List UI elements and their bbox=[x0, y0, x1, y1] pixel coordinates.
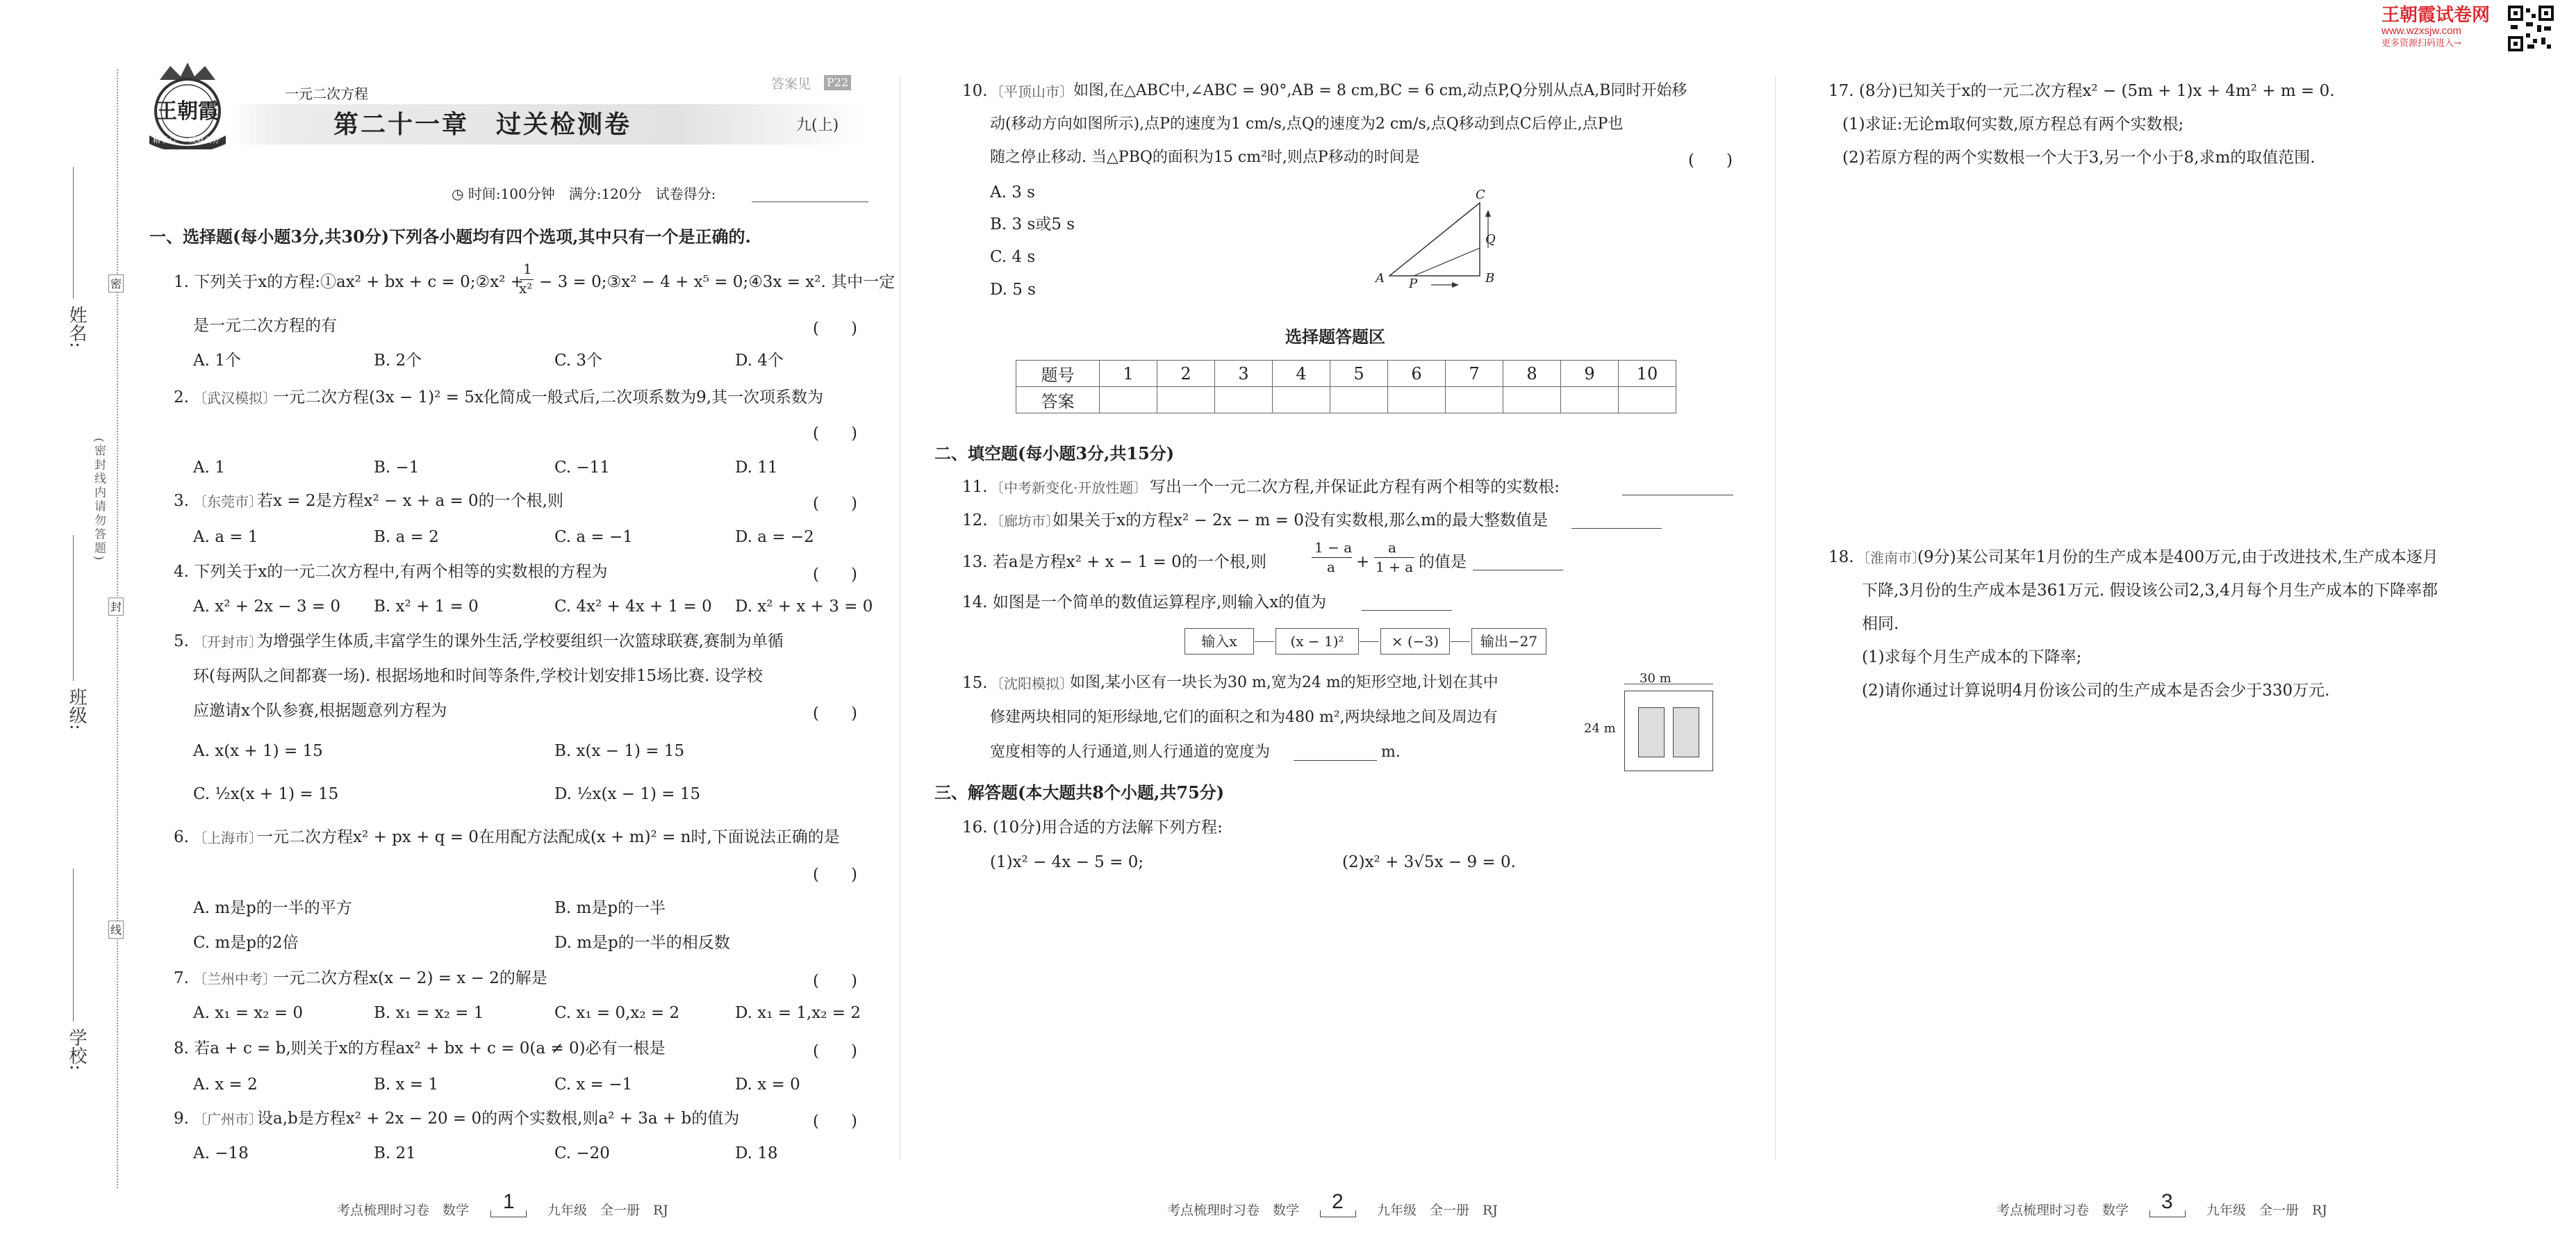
q4-option-c: C. 4x² + 4x + 1 = 0 bbox=[554, 598, 712, 616]
q13-text-a: 13. 若a是方程x² + x − 1 = 0的一个根,则 bbox=[962, 553, 1267, 571]
logo-text: 王朝霞 bbox=[156, 99, 219, 124]
q4-option-d: D. x² + x + 3 = 0 bbox=[735, 598, 873, 616]
q3-number: 3. bbox=[174, 492, 189, 510]
q1-frac-num: 1 bbox=[523, 261, 532, 277]
q11-number: 11. bbox=[962, 478, 988, 496]
column-divider-2 bbox=[1775, 76, 1776, 1160]
school-label: 学校: bbox=[66, 1028, 87, 1071]
answer-table-num: 5 bbox=[1330, 361, 1388, 387]
q18-number: 18. bbox=[1828, 548, 1854, 566]
q2-source: 〔武汉模拟〕 bbox=[193, 390, 276, 406]
q18-text-b: 下降,3月份的生产成本是361万元. 假设该公司2,3,4月每个月生产成本的下降率都 bbox=[1862, 582, 2438, 600]
q5-option-c: C. ½x(x + 1) = 15 bbox=[193, 785, 339, 803]
q7-number: 7. bbox=[174, 969, 189, 987]
q10-option-b: B. 3 s或5 s bbox=[990, 215, 1075, 233]
q17-text: 17. (8分)已知关于x的一元二次方程x² − (5m + 1)x + 4m² + m = 0. bbox=[1828, 82, 2335, 100]
page-number-1: 1 bbox=[503, 1190, 515, 1213]
q2-option-b: B. −1 bbox=[374, 459, 420, 477]
brand-name: 王朝霞试卷网 bbox=[2381, 4, 2491, 25]
logo-sub-left: 精于心· bbox=[153, 135, 179, 145]
q13-frac2-num: a bbox=[1388, 539, 1396, 556]
answer-table-num: 3 bbox=[1215, 361, 1273, 387]
q15-source: 〔沈阳模拟〕 bbox=[990, 675, 1073, 692]
answer-table-num: 6 bbox=[1388, 361, 1446, 387]
flow-output-box: 输出−27 bbox=[1471, 628, 1546, 655]
answer-cell[interactable] bbox=[1503, 387, 1561, 413]
answer-cell[interactable] bbox=[1330, 387, 1388, 413]
seal-note: (密封线内请勿答题) bbox=[92, 438, 106, 563]
flow-arrow bbox=[1360, 641, 1379, 642]
q5-answer-paren[interactable]: ( ) bbox=[813, 705, 857, 723]
q6-option-b: B. m是p的一半 bbox=[554, 899, 666, 917]
qr-code-icon[interactable] bbox=[2508, 6, 2554, 51]
q6-source: 〔上海市〕 bbox=[193, 830, 263, 846]
q1-option-c: C. 3个 bbox=[554, 352, 603, 370]
q4-text: 4. 下列关于x的一元二次方程中,有两个相等的实数根的方程为 bbox=[174, 563, 608, 581]
q10-option-a: A. 3 s bbox=[990, 183, 1035, 201]
q9-source: 〔广州市〕 bbox=[193, 1111, 263, 1128]
q9-option-b: B. 21 bbox=[374, 1144, 416, 1162]
q7-answer-paren[interactable]: ( ) bbox=[813, 972, 857, 990]
clock-icon: ◷ bbox=[452, 186, 468, 202]
q15-unit: m. bbox=[1381, 743, 1401, 761]
footer-right-1: 九年级 全一册 RJ bbox=[547, 1203, 668, 1218]
answer-cell[interactable] bbox=[1273, 387, 1330, 413]
q7-text: 一元二次方程x(x − 2) = x − 2的解是 bbox=[273, 969, 547, 987]
q13-frac2-bar bbox=[1374, 557, 1414, 558]
q16-part2: (2)x² + 3√5x − 9 = 0. bbox=[1342, 853, 1516, 871]
footer-right-2: 九年级 全一册 RJ bbox=[1377, 1203, 1498, 1218]
q17-part1: (1)求证:无论m取何实数,原方程总有两个实数根; bbox=[1842, 115, 2184, 133]
class-line bbox=[73, 535, 74, 681]
page-number-3: 3 bbox=[2161, 1190, 2173, 1213]
q9-option-a: A. −18 bbox=[193, 1144, 249, 1162]
q3-answer-paren[interactable]: ( ) bbox=[813, 495, 857, 513]
q7-option-a: A. x₁ = x₂ = 0 bbox=[193, 1004, 304, 1022]
q11-text: 写出一个一元二次方程,并保证此方程有两个相等的实数根: bbox=[1150, 478, 1560, 496]
q17-part2: (2)若原方程的两个实数根一个大于3,另一个小于8,求m的取值范围. bbox=[1842, 149, 2315, 167]
answer-table-row1-label: 题号 bbox=[1016, 361, 1100, 387]
answer-table bbox=[1016, 360, 1676, 413]
q10-option-c: C. 4 s bbox=[990, 248, 1036, 266]
header-topic: 一元二次方程 bbox=[285, 85, 368, 102]
answer-cell[interactable] bbox=[1157, 387, 1215, 413]
q16-text: 16. (10分)用合适的方法解下列方程: bbox=[962, 818, 1223, 837]
section3-heading: 三、解答题(本大题共8个小题,共75分) bbox=[934, 782, 1225, 802]
answer-table-title: 选择题答题区 bbox=[1285, 327, 1385, 347]
q5-text-b: 环(每两队之间都赛一场). 根据场地和时间等条件,学校计划安排15场比赛. 设学校 bbox=[193, 667, 763, 685]
answer-cell[interactable] bbox=[1619, 387, 1676, 413]
q14-text: 14. 如图是一个简单的数值运算程序,则输入x的值为 bbox=[962, 593, 1327, 611]
answer-table-num: 10 bbox=[1619, 361, 1676, 387]
grade-label: 九(上) bbox=[796, 117, 839, 134]
fig-label-c: C bbox=[1476, 188, 1485, 202]
answer-cell[interactable] bbox=[1215, 387, 1273, 413]
answer-cell[interactable] bbox=[1561, 387, 1619, 413]
q8-option-b: B. x = 1 bbox=[374, 1076, 439, 1094]
q10-number: 10. bbox=[962, 82, 988, 100]
q13-frac1-den: a bbox=[1327, 559, 1335, 575]
q15-number: 15. bbox=[962, 674, 988, 692]
q2-option-a: A. 1 bbox=[193, 459, 225, 477]
q9-answer-paren[interactable]: ( ) bbox=[813, 1112, 857, 1130]
q5-option-b: B. x(x − 1) = 15 bbox=[554, 742, 685, 760]
q3-option-c: C. a = −1 bbox=[554, 528, 633, 546]
q1-text-a: 1. 下列关于x的方程:①ax² + bx + c = 0;②x² + bbox=[174, 273, 524, 291]
seal-char-2: 封 bbox=[108, 598, 124, 616]
answer-cell[interactable] bbox=[1388, 387, 1446, 413]
triangle-figure bbox=[1362, 182, 1514, 293]
flow-arrow bbox=[1451, 641, 1470, 642]
rectangle-figure bbox=[1584, 671, 1730, 775]
answer-cell[interactable] bbox=[1100, 387, 1157, 413]
q3-text: 若x = 2是方程x² − x + a = 0的一个根,则 bbox=[257, 492, 563, 510]
binding-dotted-line bbox=[117, 69, 118, 1188]
answer-ref-page: P22 bbox=[824, 75, 851, 90]
q6-option-d: D. m是p的一半的相反数 bbox=[554, 934, 730, 952]
q1-option-b: B. 2个 bbox=[374, 352, 422, 370]
page-number-2: 2 bbox=[1332, 1190, 1344, 1213]
fig-label-b: B bbox=[1485, 271, 1495, 286]
q4-answer-paren[interactable]: ( ) bbox=[813, 566, 857, 584]
q14-blank[interactable] bbox=[1362, 610, 1452, 611]
q15-text-c: 宽度相等的人行通道,则人行通道的宽度为 bbox=[990, 743, 1270, 761]
q10-answer-paren[interactable]: ( ) bbox=[1688, 151, 1733, 170]
q2-answer-paren[interactable]: ( ) bbox=[813, 425, 857, 443]
flow-input-box: 输入x bbox=[1184, 628, 1254, 655]
q12-source: 〔廊坊市〕 bbox=[990, 513, 1059, 529]
q1-answer-paren[interactable]: ( ) bbox=[813, 320, 857, 338]
q18-source: 〔淮南市〕 bbox=[1856, 550, 1926, 566]
answer-table-row2-label: 答案 bbox=[1016, 387, 1100, 413]
q6-answer-paren[interactable]: ( ) bbox=[813, 866, 857, 884]
q5-source: 〔开封市〕 bbox=[193, 634, 263, 650]
q18-text-a: (9分)某公司某年1月份的生产成本是400万元,由于改进技术,生产成本逐月 bbox=[1917, 548, 2438, 566]
page-title: 第二十一章 过关检测卷 bbox=[333, 110, 632, 139]
q13-plus: + bbox=[1356, 553, 1370, 571]
q7-option-c: C. x₁ = 0,x₂ = 2 bbox=[554, 1004, 680, 1022]
section2-heading: 二、填空题(每小题3分,共15分) bbox=[934, 443, 1175, 463]
q15-blank[interactable] bbox=[1294, 760, 1377, 761]
q11-source: 〔中考新变化·开放性题〕 bbox=[990, 479, 1148, 496]
q15-text-a: 如图,某小区有一块长为30 m,宽为24 m的矩形空地,计划在其中 bbox=[1070, 674, 1498, 691]
q2-option-d: D. 11 bbox=[735, 459, 778, 477]
q1-option-a: A. 1个 bbox=[193, 352, 241, 370]
q2-number: 2. bbox=[174, 388, 189, 406]
q18-part2: (2)请你通过计算说明4月份该公司的生产成本是否会少于330万元. bbox=[1862, 682, 2330, 700]
fig-label-q: Q bbox=[1485, 232, 1496, 247]
answer-table-num: 1 bbox=[1100, 361, 1157, 387]
q16-part1: (1)x² − 4x − 5 = 0; bbox=[990, 853, 1144, 871]
class-label: 班级: bbox=[66, 688, 87, 730]
q18-text-c: 相同. bbox=[1862, 615, 1899, 633]
score-line[interactable] bbox=[752, 201, 868, 202]
q9-text: 设a,b是方程x² + 2x − 20 = 0的两个实数根,则a² + 3a + b的值为 bbox=[257, 1110, 740, 1128]
q15-fig-width: 30 m bbox=[1640, 671, 1671, 686]
flow-square-box: (x − 1)² bbox=[1275, 628, 1359, 655]
q9-option-d: D. 18 bbox=[735, 1144, 778, 1162]
q5-option-a: A. x(x + 1) = 15 bbox=[193, 742, 323, 760]
q6-option-c: C. m是p的2倍 bbox=[193, 934, 299, 952]
answer-ref-label: 答案见 bbox=[771, 76, 811, 92]
name-line bbox=[73, 167, 74, 299]
section1-heading: 一、选择题(每小题3分,共30分)下列各小题均有四个选项,其中只有一个是正确的. bbox=[149, 227, 751, 247]
q7-source: 〔兰州中考〕 bbox=[193, 971, 276, 987]
name-label: 姓名: bbox=[66, 306, 87, 348]
q12-blank[interactable] bbox=[1571, 528, 1662, 529]
q10-source: 〔平顶山市〕 bbox=[990, 83, 1073, 100]
q5-number: 5. bbox=[174, 632, 189, 650]
answer-table-num: 2 bbox=[1157, 361, 1215, 387]
q4-option-a: A. x² + 2x − 3 = 0 bbox=[193, 598, 340, 616]
fig-label-a: A bbox=[1376, 271, 1385, 286]
q2-option-c: C. −11 bbox=[554, 459, 610, 477]
q13-frac2-den: 1 + a bbox=[1376, 559, 1414, 575]
q5-text-c: 应邀请x个队参赛,根据题意列方程为 bbox=[193, 702, 447, 720]
brand-tagline: 更多资源扫码进入→ bbox=[2381, 38, 2461, 49]
q13-frac1-bar bbox=[1312, 557, 1352, 558]
brand-logo bbox=[146, 59, 229, 149]
q12-number: 12. bbox=[962, 511, 988, 529]
q9-option-c: C. −20 bbox=[554, 1144, 610, 1162]
flow-arrow bbox=[1255, 641, 1274, 642]
q10-option-d: D. 5 s bbox=[990, 281, 1036, 299]
q1-option-d: D. 4个 bbox=[735, 352, 784, 370]
logo-sub-right: 成就高分 bbox=[189, 135, 220, 145]
q10-text-b: 动(移动方向如图所示),点P的速度为1 cm/s,点Q的速度为2 cm/s,点Q移动到点C后停止,点P也 bbox=[990, 115, 1624, 133]
q10-text-a: 如图,在△ABC中,∠ABC = 90°,AB = 8 cm,BC = 6 cm,动点P,Q分别从点A,B同时开始移 bbox=[1073, 82, 1687, 99]
q7-option-b: B. x₁ = x₂ = 1 bbox=[374, 1004, 484, 1022]
q5-option-d: D. ½x(x − 1) = 15 bbox=[554, 785, 701, 803]
seal-char-1: 密 bbox=[108, 274, 124, 293]
q15-fig-height: 24 m bbox=[1584, 721, 1616, 736]
brand-url[interactable]: www.wzxsjw.com bbox=[2381, 25, 2462, 37]
q6-option-a: A. m是p的一半的平方 bbox=[193, 899, 352, 917]
q7-option-d: D. x₁ = 1,x₂ = 2 bbox=[735, 1004, 861, 1022]
q15-fig-lawn-2 bbox=[1673, 707, 1699, 757]
q8-text: 8. 若a + c = b,则关于x的方程ax² + bx + c = 0(a ≠ 0)必有一根是 bbox=[174, 1039, 666, 1057]
q3-option-a: A. a = 1 bbox=[193, 528, 258, 546]
school-line bbox=[73, 869, 74, 1021]
flow-multiply-box: × (−3) bbox=[1380, 628, 1450, 655]
q18-part1: (1)求每个月生产成本的下降率; bbox=[1862, 648, 2082, 666]
fig-label-p: P bbox=[1409, 277, 1418, 291]
answer-table-num: 9 bbox=[1561, 361, 1619, 387]
q3-option-b: B. a = 2 bbox=[374, 528, 439, 546]
q3-source: 〔东莞市〕 bbox=[193, 493, 263, 510]
answer-table-num: 8 bbox=[1503, 361, 1561, 387]
q9-number: 9. bbox=[174, 1110, 189, 1128]
footer-left-1: 考点梳理时习卷 数学 bbox=[337, 1203, 470, 1218]
q6-text: 一元二次方程x² + px + q = 0在用配方法配成(x + m)² = n时,下面说法正确的是 bbox=[257, 828, 840, 846]
q10-text-c: 随之停止移动. 当△PBQ的面积为15 cm²时,则点P移动的时间是 bbox=[990, 149, 1420, 166]
q12-text: 如果关于x的方程x² − 2x − m = 0没有实数根,那么m的最大整数值是 bbox=[1052, 511, 1549, 529]
seal-char-3: 线 bbox=[108, 921, 124, 939]
answer-cell[interactable] bbox=[1446, 387, 1503, 413]
q13-text-b: 的值是 bbox=[1419, 553, 1467, 571]
q3-option-d: D. a = −2 bbox=[735, 528, 814, 546]
q5-text-a: 为增强学生体质,丰富学生的课外生活,学校要组织一次篮球联赛,赛制为单循 bbox=[257, 632, 784, 650]
q15-fig-lawn-1 bbox=[1638, 707, 1665, 757]
q1-frac-den: x² bbox=[519, 280, 533, 297]
answer-table-num: 4 bbox=[1273, 361, 1330, 387]
q8-option-c: C. x = −1 bbox=[554, 1076, 633, 1094]
exam-meta: ◷ 时间:100分钟 满分:120分 试卷得分: bbox=[452, 186, 716, 202]
q8-answer-paren[interactable]: ( ) bbox=[813, 1042, 857, 1060]
q2-text: 一元二次方程(3x − 1)² = 5x化简成一般式后,二次项系数为9,其一次项系数为 bbox=[273, 388, 824, 406]
q8-option-a: A. x = 2 bbox=[193, 1076, 258, 1094]
footer-left-3: 考点梳理时习卷 数学 bbox=[1997, 1203, 2129, 1218]
q8-option-d: D. x = 0 bbox=[735, 1076, 800, 1094]
q1-text-c: 是一元二次方程的有 bbox=[193, 317, 337, 335]
q13-frac1-num: 1 − a bbox=[1314, 539, 1353, 556]
q4-option-b: B. x² + 1 = 0 bbox=[374, 598, 479, 616]
q1-text-b: − 3 = 0;③x² − 4 + x⁵ = 0;④3x = x². 其中一定 bbox=[539, 273, 895, 291]
footer-left-2: 考点梳理时习卷 数学 bbox=[1167, 1203, 1300, 1218]
answer-table-num: 7 bbox=[1446, 361, 1503, 387]
q15-text-b: 修建两块相同的矩形绿地,它们的面积之和为480 m²,两块绿地之间及周边有 bbox=[990, 709, 1498, 726]
footer-right-3: 九年级 全一册 RJ bbox=[2206, 1203, 2327, 1218]
q6-number: 6. bbox=[174, 828, 189, 846]
